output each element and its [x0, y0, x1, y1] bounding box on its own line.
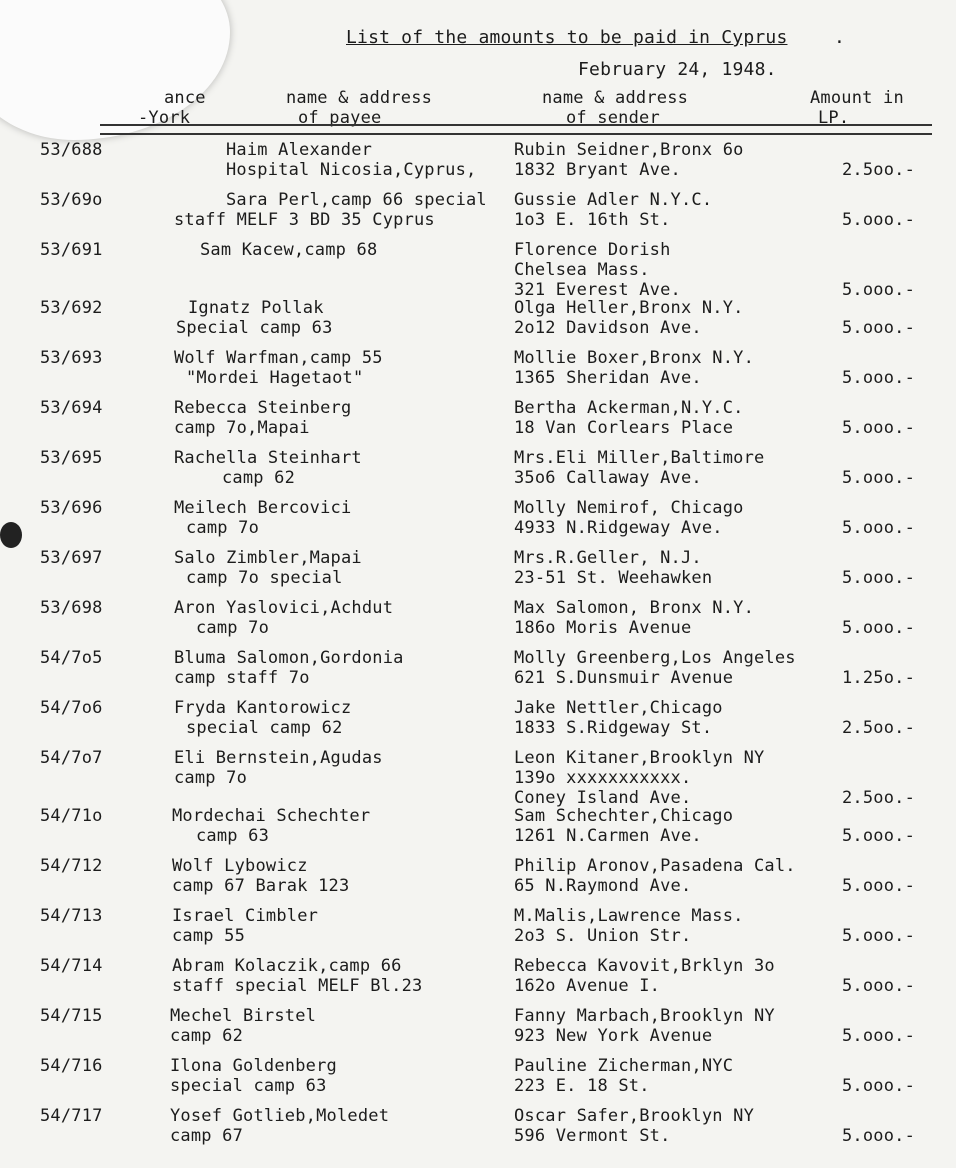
sender-line-2: 923 New York Avenue: [514, 1026, 713, 1046]
table-row: [0, 1056, 956, 1106]
amount-value: 5.ooo.-: [842, 1026, 916, 1046]
table-row: [0, 648, 956, 698]
sender-line-2: 596 Vermont St.: [514, 1126, 671, 1146]
sender-line-1: Rubin Seidner,Bronx 6o: [514, 140, 744, 160]
table-row: [0, 548, 956, 598]
sender-line-1: Max Salomon, Bronx N.Y.: [514, 598, 755, 618]
amount-value: 2.5oo.-: [842, 718, 916, 738]
sender-line-2: 35o6 Callaway Ave.: [514, 468, 702, 488]
amount-value: 5.ooo.-: [842, 1126, 916, 1146]
payee-line-2: camp 62: [170, 1026, 244, 1046]
sender-line-1: Leon Kitaner,Brooklyn NY: [514, 748, 765, 768]
payee-line-1: Wolf Lybowicz: [172, 856, 308, 876]
col-header-code-1: ance: [164, 88, 206, 108]
payee-line-2: Special camp 63: [176, 318, 333, 338]
sender-line-1: Fanny Marbach,Brooklyn NY: [514, 1006, 775, 1026]
title-period: .: [834, 27, 846, 48]
sender-line-2: 2o3 S. Union Str.: [514, 926, 692, 946]
entry-code: 54/7o6: [40, 698, 103, 718]
sender-line-2: 139o xxxxxxxxxxx.: [514, 768, 692, 788]
amount-value: 5.ooo.-: [842, 368, 916, 388]
table-row: [0, 856, 956, 906]
payee-line-2: "Mordei Hagetaot": [186, 368, 364, 388]
entry-code: 54/717: [40, 1106, 103, 1126]
col-header-code-2: -York: [138, 108, 191, 128]
amount-value: 1.25o.-: [842, 668, 916, 688]
entry-code: 54/7o5: [40, 648, 103, 668]
col-header-sender-2: of sender: [566, 108, 660, 128]
payee-line-1: Haim Alexander: [226, 140, 373, 160]
amount-value: 5.ooo.-: [842, 518, 916, 538]
payee-line-1: Fryda Kantorowicz: [174, 698, 352, 718]
entry-code: 53/696: [40, 498, 103, 518]
amount-value: 5.ooo.-: [842, 418, 916, 438]
sender-line-2: 65 N.Raymond Ave.: [514, 876, 692, 896]
table-row: [0, 190, 956, 240]
payee-line-2: camp 67: [170, 1126, 244, 1146]
table-row: [0, 448, 956, 498]
payee-line-2: special camp 62: [186, 718, 343, 738]
amount-value: 5.ooo.-: [842, 468, 916, 488]
sender-line-2: 162o Avenue I.: [514, 976, 661, 996]
amount-value: 5.ooo.-: [842, 210, 916, 230]
entry-code: 54/7o7: [40, 748, 103, 768]
amount-value: 5.ooo.-: [842, 826, 916, 846]
entry-code: 53/692: [40, 298, 103, 318]
payee-line-1: Salo Zimbler,Mapai: [174, 548, 362, 568]
payee-line-1: Ilona Goldenberg: [170, 1056, 337, 1076]
table-row: [0, 298, 956, 348]
payee-line-1: Meilech Bercovici: [174, 498, 352, 518]
payee-line-1: Rebecca Steinberg: [174, 398, 352, 418]
entry-code: 53/697: [40, 548, 103, 568]
amount-value: 5.ooo.-: [842, 1076, 916, 1096]
table-row: [0, 140, 956, 190]
sender-line-1: Molly Greenberg,Los Angeles: [514, 648, 796, 668]
document-date: February 24, 1948.: [578, 59, 777, 80]
col-header-amount-2: LP.: [818, 108, 850, 128]
header-divider: [100, 124, 932, 135]
entry-code: 53/691: [40, 240, 103, 260]
col-header-payee-1: name & address: [286, 88, 433, 108]
amount-value: 5.ooo.-: [842, 876, 916, 896]
sender-line-2: 1261 N.Carmen Ave.: [514, 826, 702, 846]
sender-line-2: 1o3 E. 16th St.: [514, 210, 671, 230]
sender-line-1: Jake Nettler,Chicago: [514, 698, 723, 718]
sender-line-1: Mrs.Eli Miller,Baltimore: [514, 448, 765, 468]
payee-line-1: Ignatz Pollak: [188, 298, 324, 318]
sender-line-2: 186o Moris Avenue: [514, 618, 692, 638]
amount-value: 5.ooo.-: [842, 618, 916, 638]
entry-code: 53/688: [40, 140, 103, 160]
payee-line-2: camp 7o: [196, 618, 270, 638]
entry-code: 54/712: [40, 856, 103, 876]
payee-line-2: camp 62: [222, 468, 296, 488]
payee-line-1: Aron Yaslovici,Achdut: [174, 598, 394, 618]
payee-line-2: camp 67 Barak 123: [172, 876, 350, 896]
col-header-sender-1: name & address: [542, 88, 689, 108]
table-row: [0, 498, 956, 548]
payee-line-1: Mechel Birstel: [170, 1006, 317, 1026]
table-row: [0, 748, 956, 808]
payee-line-1: Sam Kacew,camp 68: [200, 240, 378, 260]
table-row: [0, 348, 956, 398]
amount-value: 5.ooo.-: [842, 318, 916, 338]
sender-line-1: Oscar Safer,Brooklyn NY: [514, 1106, 755, 1126]
sender-line-2: Chelsea Mass.: [514, 260, 650, 280]
sender-line-2: 4933 N.Ridgeway Ave.: [514, 518, 723, 538]
payee-line-1: Sara Perl,camp 66 special: [226, 190, 487, 210]
entry-code: 54/714: [40, 956, 103, 976]
sender-line-1: Olga Heller,Bronx N.Y.: [514, 298, 744, 318]
payee-line-2: camp 7o,Mapai: [174, 418, 310, 438]
sender-line-1: Pauline Zicherman,NYC: [514, 1056, 734, 1076]
entry-code: 53/698: [40, 598, 103, 618]
payee-line-1: Wolf Warfman,camp 55: [174, 348, 383, 368]
torn-corner: [0, 0, 230, 140]
amount-value: 2.5oo.-: [842, 788, 916, 808]
sender-line-2: 2o12 Davidson Ave.: [514, 318, 702, 338]
table-row: [0, 906, 956, 956]
sender-line-1: Gussie Adler N.Y.C.: [514, 190, 713, 210]
payee-line-2: special camp 63: [170, 1076, 327, 1096]
col-header-amount-1: Amount in: [810, 88, 904, 108]
entry-code: 54/713: [40, 906, 103, 926]
entry-code: 54/715: [40, 1006, 103, 1026]
payee-line-1: Abram Kolaczik,camp 66: [172, 956, 402, 976]
document-title: List of the amounts to be paid in Cyprus: [346, 27, 788, 48]
sender-line-2: 23-51 St. Weehawken: [514, 568, 713, 588]
sender-line-1: Bertha Ackerman,N.Y.C.: [514, 398, 744, 418]
sender-line-1: Philip Aronov,Pasadena Cal.: [514, 856, 796, 876]
payee-line-2: camp 55: [172, 926, 246, 946]
payee-line-2: Hospital Nicosia,Cyprus,: [226, 160, 477, 180]
table-row: [0, 240, 956, 300]
table-row: [0, 806, 956, 856]
payee-line-1: Bluma Salomon,Gordonia: [174, 648, 404, 668]
sender-line-1: Florence Dorish: [514, 240, 671, 260]
sender-line-2: 1832 Bryant Ave.: [514, 160, 681, 180]
sender-line-2: 1365 Sheridan Ave.: [514, 368, 702, 388]
payee-line-2: staff MELF 3 BD 35 Cyprus: [174, 210, 435, 230]
sender-line-2: 621 S.Dunsmuir Avenue: [514, 668, 734, 688]
entry-code: 53/693: [40, 348, 103, 368]
sender-line-2: 223 E. 18 St.: [514, 1076, 650, 1096]
table-row: [0, 598, 956, 648]
amount-value: 5.ooo.-: [842, 568, 916, 588]
entry-code: 54/716: [40, 1056, 103, 1076]
table-row: [0, 1006, 956, 1056]
payee-line-2: camp 63: [196, 826, 270, 846]
payee-line-2: camp 7o: [174, 768, 248, 788]
amount-value: 5.ooo.-: [842, 280, 916, 300]
payee-line-1: Rachella Steinhart: [174, 448, 362, 468]
payee-line-1: Eli Bernstein,Agudas: [174, 748, 383, 768]
payee-line-1: Israel Cimbler: [172, 906, 319, 926]
entry-code: 53/694: [40, 398, 103, 418]
payee-line-1: Yosef Gotlieb,Moledet: [170, 1106, 390, 1126]
amount-value: 2.5oo.-: [842, 160, 916, 180]
sender-line-3: Coney Island Ave.: [514, 788, 692, 808]
table-row: [0, 398, 956, 448]
sender-line-1: Mollie Boxer,Bronx N.Y.: [514, 348, 755, 368]
table-row: [0, 956, 956, 1006]
sender-line-1: M.Malis,Lawrence Mass.: [514, 906, 744, 926]
entry-code: 54/71o: [40, 806, 103, 826]
sender-line-2: 1833 S.Ridgeway St.: [514, 718, 713, 738]
payee-line-2: camp staff 7o: [174, 668, 310, 688]
payee-line-2: staff special MELF Bl.23: [172, 976, 423, 996]
entry-code: 53/69o: [40, 190, 103, 210]
payee-line-2: camp 7o: [186, 518, 260, 538]
payee-line-2: camp 7o special: [186, 568, 343, 588]
table-row: [0, 698, 956, 748]
sender-line-1: Rebecca Kavovit,Brklyn 3o: [514, 956, 775, 976]
sender-line-2: 18 Van Corlears Place: [514, 418, 734, 438]
amount-value: 5.ooo.-: [842, 926, 916, 946]
sender-line-1: Molly Nemirof, Chicago: [514, 498, 744, 518]
amount-value: 5.ooo.-: [842, 976, 916, 996]
sender-line-1: Mrs.R.Geller, N.J.: [514, 548, 702, 568]
sender-line-3: 321 Everest Ave.: [514, 280, 681, 300]
payee-line-1: Mordechai Schechter: [172, 806, 371, 826]
table-row: [0, 1106, 956, 1156]
entry-code: 53/695: [40, 448, 103, 468]
col-header-payee-2: of payee: [298, 108, 382, 128]
sender-line-1: Sam Schechter,Chicago: [514, 806, 734, 826]
